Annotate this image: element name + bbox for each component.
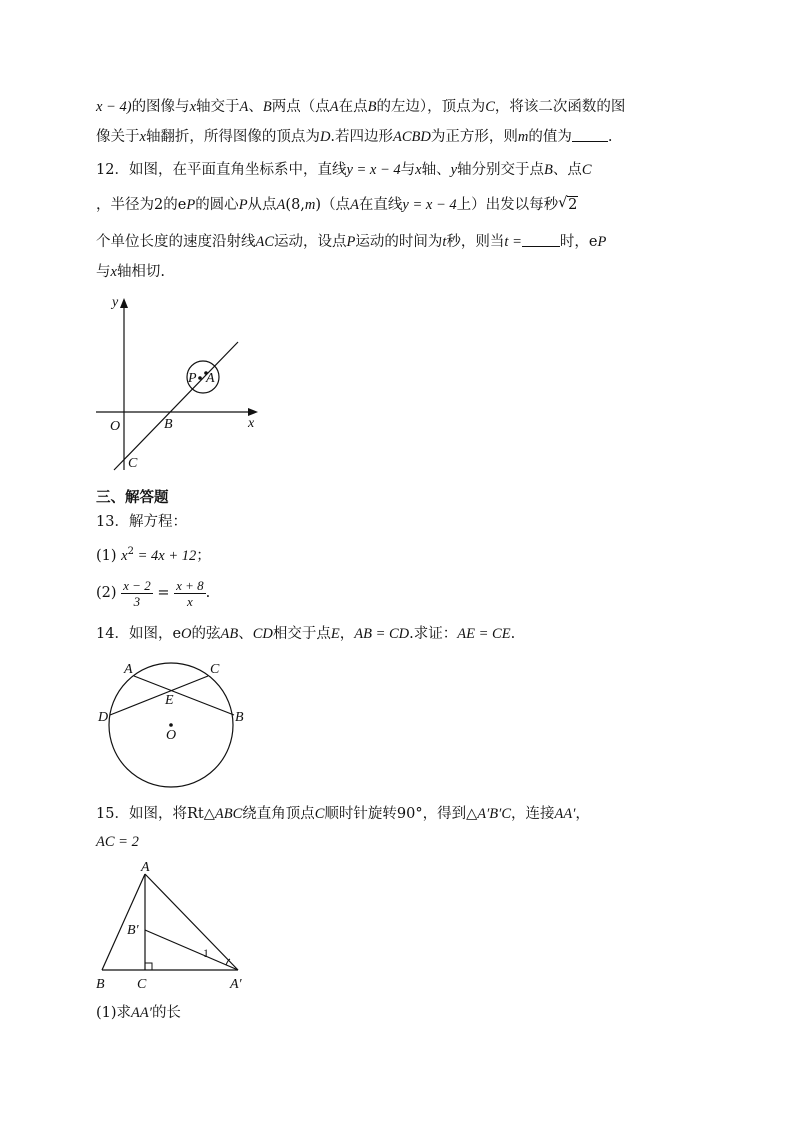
label-a-prime: A′: [230, 977, 242, 992]
label-b-prime: B′: [127, 923, 139, 938]
punct: .: [205, 585, 211, 601]
q12-text: 运动的时间为: [355, 234, 443, 250]
section-heading: 三、解答题: [96, 490, 169, 506]
q14-text: 14．如图，: [96, 626, 173, 642]
q11-text: 两点（点: [271, 99, 330, 115]
q14-figure: [90, 655, 260, 795]
q12-text: y = x − 4: [402, 197, 457, 213]
q12-text: （点: [321, 197, 351, 213]
q13-part-1: [96, 542, 211, 566]
q12-figure: [90, 290, 270, 480]
label-d: D: [98, 710, 109, 725]
q14-text-line: [96, 624, 515, 644]
q15-line-2: AC = 2: [96, 834, 139, 850]
line-y-equals-x-minus-4: [114, 342, 238, 470]
denominator: x: [186, 593, 193, 609]
q12-text: 秒，则当: [446, 234, 505, 250]
q12-text: 轴、: [421, 162, 451, 178]
label-p: P: [188, 371, 197, 386]
q11-text: 像关于: [96, 129, 140, 145]
q12-text: 上）出发以每秒: [456, 197, 559, 213]
label-c: C: [128, 456, 138, 471]
label-a: A: [141, 860, 150, 875]
q12-text: P: [597, 234, 607, 250]
q15-line-1: [96, 804, 590, 824]
expr: = 4x + 12: [133, 547, 197, 564]
label-o: O: [166, 728, 177, 743]
q11-text: 为正方形，则: [430, 129, 518, 145]
sqrt-symbol: [558, 195, 578, 215]
label-angle-1: 1: [203, 946, 209, 960]
q15-text: 绕直角顶点: [242, 806, 315, 822]
q12-text: (8,: [285, 197, 305, 213]
answer-blank[interactable]: [522, 232, 560, 247]
q14-text: E: [330, 626, 340, 642]
q12-line-2: [96, 195, 578, 215]
circle-symbol: e: [588, 234, 598, 250]
chord-ab: [134, 676, 234, 715]
q11-text: ACBD: [393, 129, 431, 145]
sqrt-radicand: 2: [568, 197, 578, 213]
side-b1a1: [145, 930, 238, 970]
q15-text: 的长: [151, 1005, 181, 1021]
label-b: B: [164, 417, 173, 432]
right-angle-mark: [145, 963, 152, 970]
y-axis-arrow: [120, 298, 128, 308]
fraction-2: [174, 578, 206, 609]
q12-text: x: [110, 264, 117, 280]
q12-text: 运动，设点: [274, 234, 347, 250]
q15-text: (1)求: [96, 1005, 132, 1021]
q15-text: 15．如图，将Rt△: [96, 806, 215, 822]
q14-text: .: [510, 626, 516, 642]
q11-text: 的图像与: [131, 99, 190, 115]
q14-text: AE = CE: [457, 626, 511, 642]
q11-line-1: [96, 97, 625, 117]
q11-text: x: [139, 129, 146, 145]
fraction-1: [121, 578, 153, 609]
q11-line-2: [96, 127, 612, 147]
q12-text: y = x − 4: [346, 162, 401, 178]
q11-text: 轴翻折，所得图像的顶点为: [145, 129, 320, 145]
q12-text: 12．如图，在平面直角坐标系中，直线: [96, 162, 347, 178]
q11-text: 的值为: [528, 129, 572, 145]
label-c: C: [210, 662, 220, 677]
q14-text: AB = CD: [354, 626, 410, 642]
side-aa1: [145, 874, 238, 970]
label-e: E: [165, 693, 174, 708]
circle-symbol: e: [172, 626, 182, 642]
q12-line-3: [96, 232, 606, 252]
q12-text: t =: [504, 234, 522, 250]
q12-text: P: [346, 234, 356, 250]
q11-text: B: [367, 99, 377, 115]
q12-line-4: [96, 262, 165, 282]
q11-text: C: [485, 99, 495, 115]
q14-text: 的弦: [191, 626, 221, 642]
q15-text: AA′: [131, 1005, 152, 1021]
q12-text: 、点: [552, 162, 582, 178]
q12-text: 与: [400, 162, 416, 178]
q12-text: 的圆心: [195, 197, 239, 213]
q11-text: A: [329, 99, 339, 115]
q14-text: O: [181, 626, 192, 642]
q15-text: AA′: [554, 806, 576, 822]
q15-text: C: [314, 806, 325, 822]
q11-text: x: [189, 99, 196, 115]
q15-text: 顺时针旋转90°，得到△: [324, 806, 478, 822]
circle-symbol: e: [177, 197, 187, 213]
q12-text: 轴相切.: [116, 264, 166, 280]
q11-text: 在点: [338, 99, 368, 115]
q12-text: 个单位长度的速度沿射线: [96, 234, 256, 250]
q12-text: AC: [255, 234, 275, 250]
label-a: A: [206, 371, 215, 386]
center-o: [169, 723, 173, 727]
q12-text: 在直线: [358, 197, 403, 213]
q12-text: 与: [96, 264, 111, 280]
punct: ；: [196, 547, 211, 564]
numerator: x − 2: [123, 577, 151, 593]
q14-text: 相交于点: [272, 626, 331, 642]
q12-text: C: [581, 162, 592, 178]
q14-text: ，: [339, 626, 355, 642]
q12-text: 时，: [559, 234, 589, 250]
q11-text: .: [607, 129, 613, 145]
q15-part-1: [96, 1003, 181, 1023]
q12-text: ，半径为2的: [96, 197, 178, 213]
q15-figure: [90, 856, 260, 996]
q11-text: 轴交于: [196, 99, 240, 115]
label-a: A: [124, 662, 133, 677]
q14-text: CD: [252, 626, 273, 642]
q12-text: A: [276, 197, 286, 213]
q15-text: ，连接: [511, 806, 555, 822]
label-y: y: [112, 295, 119, 310]
q12-text: 从点: [247, 197, 277, 213]
label-b: B: [96, 977, 105, 992]
q14-text: 、: [238, 626, 253, 642]
label-x: x: [248, 416, 255, 431]
label-c: C: [137, 977, 147, 992]
side-ba: [102, 874, 145, 970]
q11-text: D: [319, 129, 331, 145]
q14-text: AB: [220, 626, 239, 642]
answer-blank[interactable]: [572, 127, 608, 142]
q11-text: m: [517, 129, 529, 145]
point-p: [198, 376, 202, 380]
q12-text: x: [415, 162, 422, 178]
x-axis-arrow: [248, 408, 258, 416]
label-b: B: [235, 710, 244, 725]
q14-text: .求证：: [409, 626, 458, 642]
expr: x: [121, 547, 128, 564]
q12-text: B: [544, 162, 553, 178]
q12-text: m: [304, 197, 316, 213]
q12-text: ): [315, 197, 322, 213]
q12-text: y: [450, 162, 458, 178]
q11-text: A: [239, 99, 249, 115]
chord-cd: [110, 676, 208, 715]
equals: =: [157, 585, 170, 601]
q11-text: 、: [248, 99, 263, 115]
q13-title: 13．解方程：: [96, 514, 187, 530]
q15-text: ，: [575, 806, 590, 822]
q11-text: 的左边），顶点为: [376, 99, 486, 115]
q12-line-1: [96, 160, 592, 180]
q12-text: P: [238, 197, 248, 213]
denominator: 3: [133, 593, 141, 609]
q11-text: .若四边形: [330, 129, 394, 145]
part-label: (2): [96, 585, 117, 601]
q11-text: x − 4): [96, 99, 132, 115]
exponent: 2: [127, 546, 134, 557]
q12-text: A: [350, 197, 359, 213]
q13-part-2: [96, 574, 210, 612]
label-o: O: [110, 419, 121, 434]
part-label: (1): [96, 547, 117, 564]
q15-text: A′B′C: [477, 806, 512, 822]
q11-text: ，将该二次函数的图: [494, 99, 626, 115]
q15-text: ABC: [214, 806, 243, 822]
q12-text: P: [186, 197, 196, 213]
q12-text: t: [442, 234, 447, 250]
q12-text: 轴分别交于点: [457, 162, 545, 178]
q11-text: B: [262, 99, 272, 115]
numerator: x + 8: [176, 577, 204, 593]
